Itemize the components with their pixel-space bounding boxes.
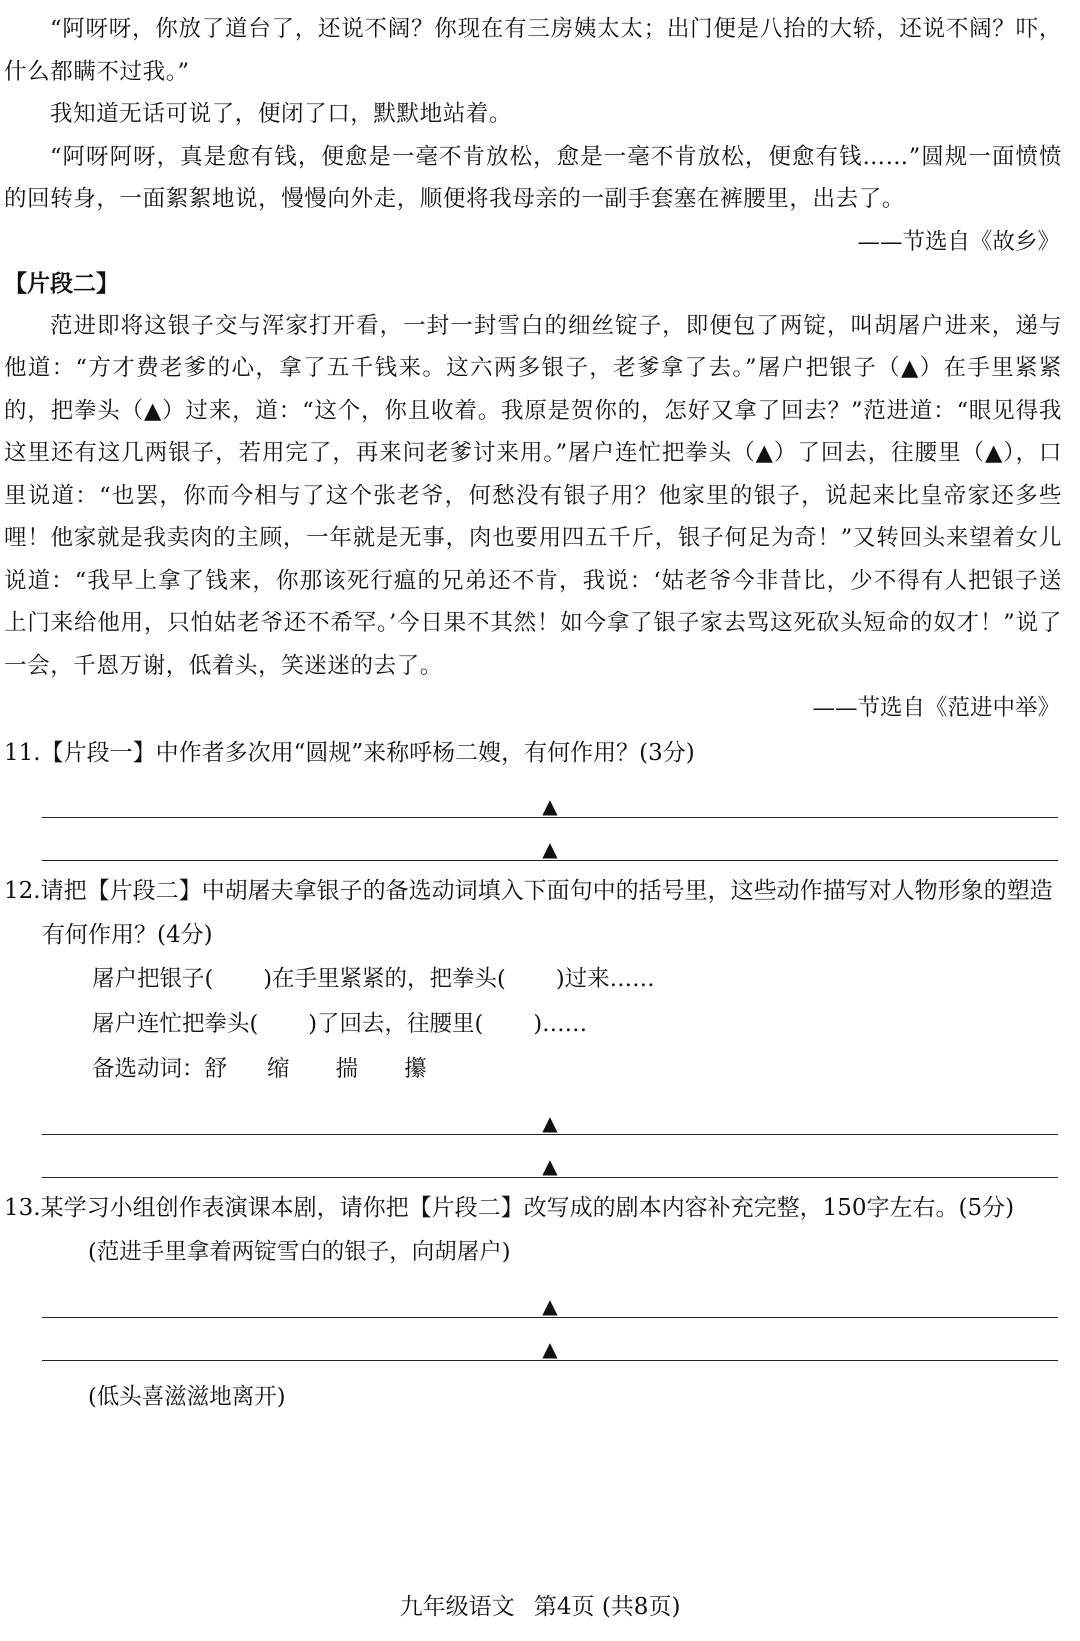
- page-footer: [0, 1592, 1080, 1622]
- fragment1-paragraph-2: 我知道无话可说了，便闭了口，默默地站着。: [50, 101, 513, 127]
- question-12: 12.请把【片段二】中胡屠夫拿银子的备选动词填入下面句中的括号里，这些动作描写对人物形象的塑造有何作用？(4分): [4, 878, 1053, 948]
- answer-mark: ▲: [542, 1111, 558, 1135]
- answer-mark: ▲: [542, 1154, 558, 1178]
- verb-option: 攥: [404, 1056, 427, 1082]
- q12-fill-line-1: [4, 957, 1062, 1002]
- fragment2-source: ——节选自《范进中举》: [812, 695, 1060, 721]
- question-11: 11.【片段一】中作者多次用“圆规”来称呼杨二嫂，有何作用？(3分): [4, 740, 695, 766]
- answer-line[interactable]: [42, 818, 1058, 861]
- q12-line1-part-a: 屠户把银子(: [92, 966, 214, 992]
- answer-mark: ▲: [542, 837, 558, 861]
- q12-verbs-label: 备选动词：: [92, 1056, 205, 1082]
- q12-line2-part-c: )……: [533, 1011, 588, 1037]
- stage-direction-close: (低头喜滋滋地离开): [88, 1384, 286, 1410]
- footer-page-number: 第4页 (共8页): [533, 1594, 681, 1620]
- q12-line2-part-b: )了回去，往腰里(: [308, 1011, 484, 1037]
- answer-line[interactable]: [42, 1318, 1058, 1361]
- fragment1-source: ——节选自《故乡》: [857, 228, 1060, 255]
- answer-mark: ▲: [542, 1294, 558, 1318]
- q12-fill-line-2: [4, 1002, 1062, 1047]
- answer-mark: ▲: [542, 794, 558, 818]
- q12-line1-part-c: )过来……: [555, 966, 655, 992]
- q12-line1-part-b: )在手里紧紧的，把拳头(: [263, 966, 506, 992]
- answer-line[interactable]: [42, 1092, 1058, 1135]
- footer-subject: 九年级语文: [399, 1594, 515, 1620]
- answer-mark: ▲: [542, 1337, 558, 1361]
- fragment1-paragraph-1: “阿呀呀，你放了道台了，还说不阔？你现在有三房姨太太；出门便是八抬的大轿，还说不阔？吓，什么都瞒不过我。”: [4, 16, 1062, 85]
- verb-option: 舒: [204, 1056, 228, 1082]
- fragment2-paragraph: 范进即将这银子交与浑家打开看，一封一封雪白的细丝锭子，即便包了两锭，叫胡屠户进来，递与他道：“方才费老爹的心，拿了五千钱来。这六两多银子，老爹拿了去。”屠户把银子（▲）在手里紧紧的，把拳头（▲）过来，道：“这个，你且收着。我原是贺你的，怎好又拿了回去？”范进道：“眼见得我这里还有这几两银子，若用完了，再来问老爹讨来用。”屠户连忙把拳头（▲）了回去，往腰里（▲），口里说道：“也罢，你而今相与了这个张老爷，何愁没有银子用？他家里的银子，说起来比皇帝家还多些哩！他家就是我卖肉的主顾，一年就是无事，肉也要用四五千斤，银子何足为奇！”又转回头来望着女儿说道：“我早上拿了钱来，你那该死行瘟的兄弟还不肯，我说：‘姑老爷今非昔比，少不得有人把银子送上门来给他用，只怕姑老爷还不希罕。’今日果不其然！如今拿了银子家去骂这死砍头短命的奴才！”说了一会，千恩万谢，低着头，笑迷迷的去了。: [4, 312, 1062, 679]
- answer-line[interactable]: [42, 1275, 1058, 1318]
- answer-line[interactable]: [42, 1135, 1058, 1178]
- fragment1-paragraph-3: “阿呀阿呀，真是愈有钱，便愈是一毫不肯放松，愈是一毫不肯放松，便愈有钱……”圆规一面愤愤的回转身，一面絮絮地说，慢慢向外走，顺便将我母亲的一副手套塞在裤腰里，出去了。: [4, 143, 1062, 212]
- verb-option: 缩: [267, 1056, 290, 1082]
- verb-option: 揣: [335, 1056, 359, 1082]
- stage-direction-open: (范进手里拿着两锭雪白的银子，向胡屠户): [88, 1239, 511, 1265]
- answer-line[interactable]: [42, 775, 1058, 818]
- question-13: 13.某学习小组创作表演课本剧，请你把【片段二】改写成的剧本内容补充完整，150字左右。(5分): [4, 1195, 1015, 1221]
- fragment2-heading: 【片段二】: [4, 270, 119, 297]
- q12-verb-options: [4, 1047, 1062, 1092]
- q12-line2-part-a: 屠户连忙把拳头(: [92, 1011, 259, 1037]
